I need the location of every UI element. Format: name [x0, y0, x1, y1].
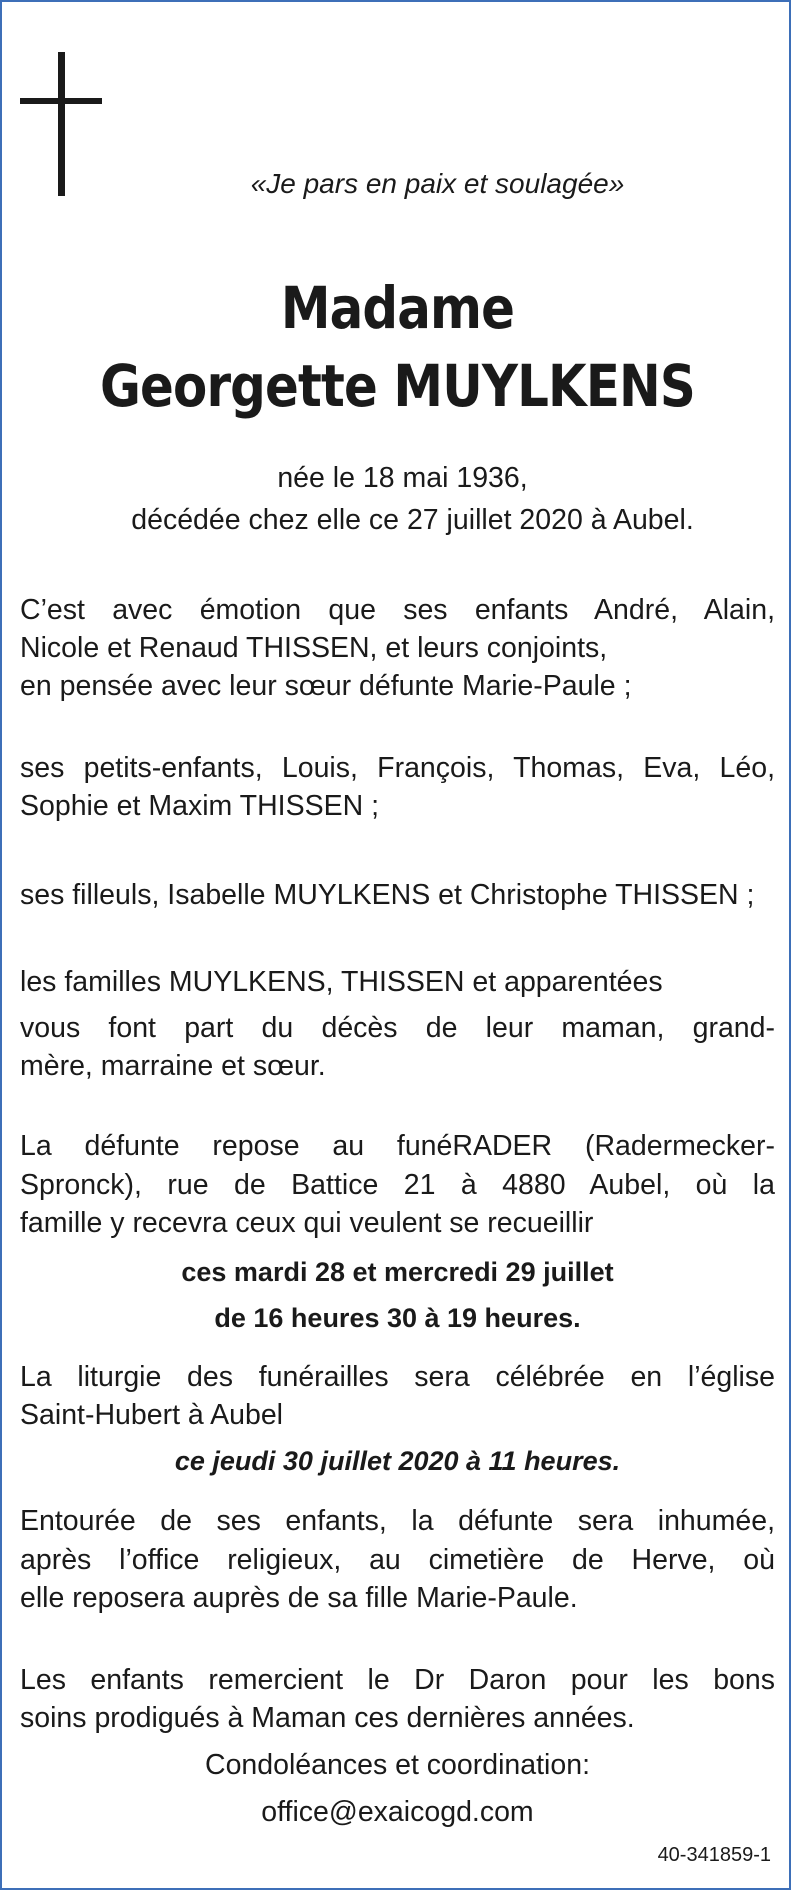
family-paragraph-1-line-2: Nicole et Renaud THISSEN, et leurs conjoints, — [20, 632, 608, 664]
family-paragraph-1-line-3: en pensée avec leur sœur défunte Marie-Paule ; — [20, 670, 632, 702]
burial-line-2: après l’office religieux, au cimetière de Herve, où — [20, 1544, 775, 1576]
condolences-label: Condoléances et coordination: — [204, 1749, 590, 1781]
deceased-title: Madame — [280, 274, 515, 342]
visit-hours: de 16 heures 30 à 19 heures. — [214, 1303, 581, 1333]
thanks-line-1: Les enfants remercient le Dr Daron pour les bons — [20, 1664, 775, 1696]
liturgy-line-2: Saint-Hubert à Aubel — [20, 1399, 283, 1431]
death-line: décédée chez elle ce 27 juillet 2020 à Aubel. — [131, 504, 694, 536]
epitaph-quote: «Je pars en paix et soulagée» — [250, 168, 625, 199]
burial-line-1: Entourée de ses enfants, la défunte sera inhumée, — [20, 1505, 775, 1537]
deceased-name: Georgette MUYLKENS — [99, 352, 696, 420]
godchildren-line: ses filleuls, Isabelle MUYLKENS et Christophe THISSEN ; — [20, 879, 755, 911]
contact-email[interactable]: office@exaicogd.com — [261, 1796, 534, 1828]
birth-line: née le 18 mai 1936, — [277, 462, 528, 494]
grandchildren-line-1: ses petits-enfants, Louis, François, Thomas, Eva, Léo, — [20, 752, 775, 784]
liturgy-line-1: La liturgie des funérailles sera célébrée en l’église — [20, 1361, 775, 1393]
funeral-home-line-3: famille y recevra ceux qui veulent se recueillir — [20, 1207, 594, 1239]
funeral-home-line-2: Spronck), rue de Battice 21 à 4880 Aubel, où la — [20, 1169, 775, 1201]
grandchildren-line-2: Sophie et Maxim THISSEN ; — [20, 790, 380, 822]
cross-icon-bar — [20, 98, 102, 104]
families-line-3: mère, marraine et sœur. — [20, 1050, 326, 1082]
families-line-1: les familles MUYLKENS, THISSEN et apparentées — [20, 966, 663, 998]
burial-line-3: elle reposera auprès de sa fille Marie-Paule. — [20, 1582, 578, 1614]
funeral-home-line-1: La défunte repose au funéRADER (Radermecker- — [20, 1130, 775, 1162]
visit-days: ces mardi 28 et mercredi 29 juillet — [181, 1257, 614, 1287]
notice-reference: 40-341859-1 — [657, 1844, 771, 1866]
thanks-line-2: soins prodigués à Maman ces dernières années. — [20, 1702, 635, 1734]
ceremony-datetime: ce jeudi 30 juillet 2020 à 11 heures. — [174, 1446, 621, 1476]
families-line-2: vous font part du décès de leur maman, grand- — [20, 1012, 775, 1044]
family-paragraph-1-line-1: C’est avec émotion que ses enfants André, Alain, — [20, 594, 775, 626]
